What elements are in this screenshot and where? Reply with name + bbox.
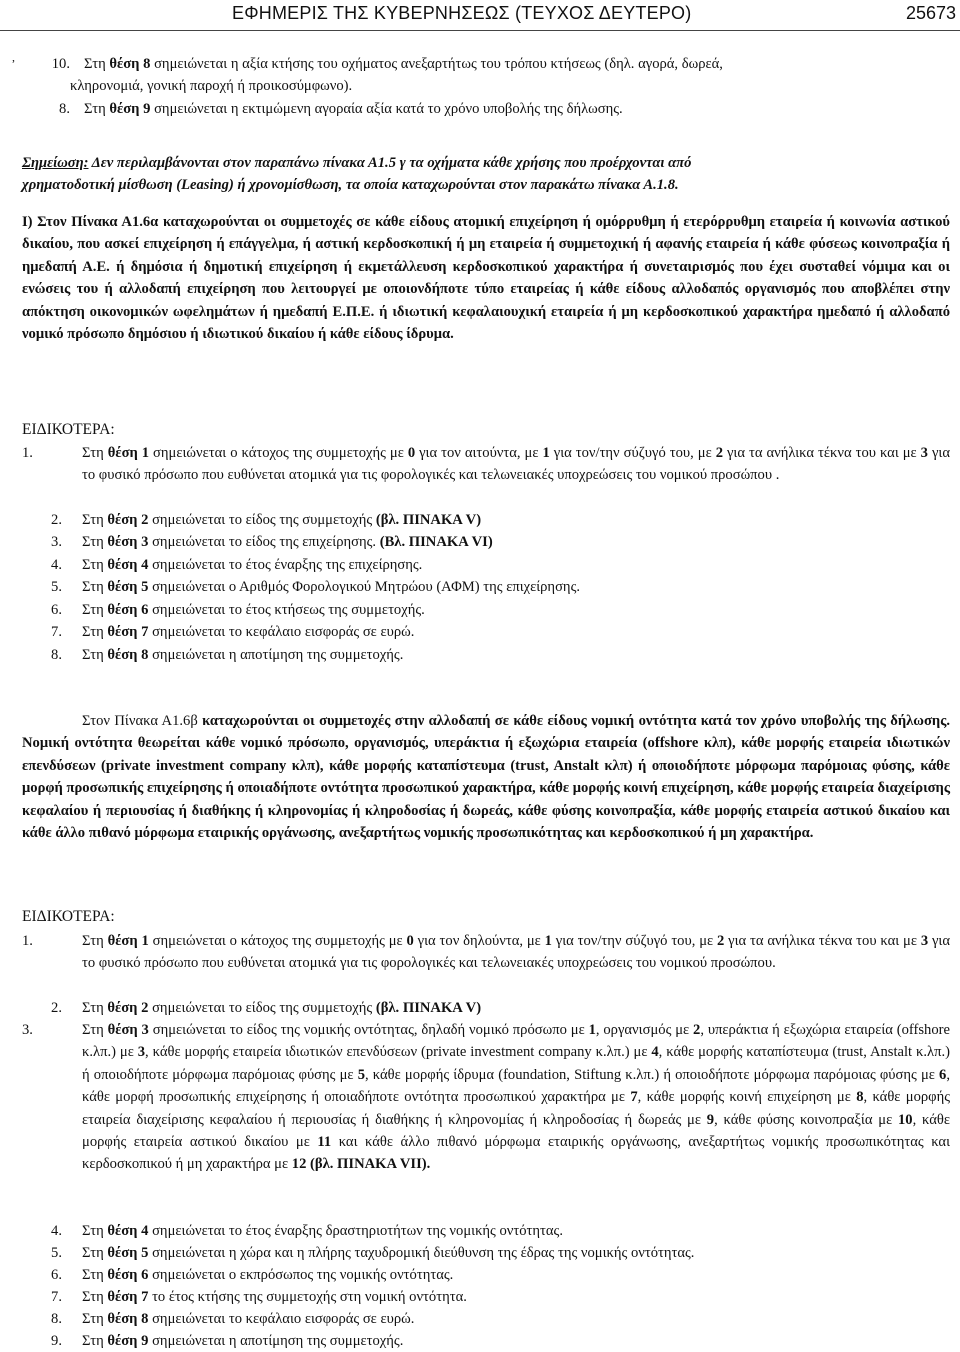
item-text	[82, 644, 950, 666]
text-run: το έτος κτήσης της συμμετοχής στη νομική οντότητα.	[148, 1289, 467, 1305]
position-label: θέση 1	[107, 933, 149, 949]
item-text	[82, 1308, 950, 1330]
position-label: θέση 8	[109, 56, 151, 72]
value: 8	[856, 1089, 864, 1106]
text-run: σημειώνεται το έτος έναρξης δραστηριοτήτων της νομικής οντότητας.	[148, 1223, 563, 1239]
position-label: θέση 6	[107, 1267, 149, 1283]
text-run: σημειώνεται το είδος της συμμετοχής	[148, 512, 376, 528]
item-text	[82, 1286, 950, 1308]
item-text	[82, 1220, 950, 1242]
table-reference: (βλ. ΠΙΝΑΚΑ V)	[375, 1000, 482, 1016]
position-label: θέση 8	[107, 1311, 149, 1327]
value: 4	[651, 1044, 659, 1061]
item-number: 2.	[51, 512, 62, 528]
item-text	[82, 442, 950, 487]
text-run: , κάθε μορφής εταιρεία διαχείρισης κεφαλαίου ή περιουσίας ή διαθήκης ή κληρονομίας ή κληροδοσίας ή δωρεάς με	[82, 1089, 950, 1128]
text-run: για τον/την σύζυγό του, με	[549, 445, 716, 461]
item-number: 3.	[51, 534, 62, 550]
value: 0	[406, 933, 414, 949]
item-number: 3.	[22, 1022, 33, 1038]
value: 2	[715, 445, 723, 461]
item-text	[70, 53, 950, 98]
position-label: θέση 3	[107, 534, 149, 550]
text-run: κληρονομιά, γονική παροχή ή προικοσύμφωνο).	[70, 78, 353, 95]
item-number: 10.	[51, 56, 70, 72]
text-run: Στη	[82, 647, 108, 663]
position-label: θέση 7	[107, 1289, 149, 1305]
text-run: σημειώνεται η εκτιμώμενη αγοραία αξία κατά το χρόνο υποβολής της δήλωσης.	[150, 101, 623, 117]
text-run: σημειώνεται το είδος της επιχείρησης.	[148, 534, 380, 550]
text-run: Στη	[82, 1333, 108, 1349]
value: 12	[291, 1156, 307, 1173]
table-reference: (Βλ. ΠΙΝΑΚΑ VI)	[379, 534, 493, 550]
text-run: Στη	[82, 1022, 108, 1038]
item-number: 1.	[22, 445, 33, 461]
text-run: για τα ανήλικα τέκνα του και με	[724, 933, 921, 949]
item-number: 4.	[51, 1223, 62, 1239]
text-run: σημειώνεται η χώρα και η πλήρης ταχυδρομική διεύθυνση της έδρας της νομικής οντότητας.	[148, 1245, 695, 1261]
item-text	[82, 509, 950, 531]
note-text: χρηματοδοτική μίσθωση (Leasing) ή χρονομίσθωση, τα οποία καταχωρούνται στον παρακάτω πίνακα Α.1.8.	[22, 177, 679, 194]
text-run: Στη	[82, 624, 108, 640]
item-text	[82, 599, 950, 621]
value: 5	[357, 1066, 365, 1083]
item-number: 8.	[59, 101, 70, 117]
position-label: θέση 6	[107, 602, 149, 618]
text-run: για το φυσικό πρόσωπο που ευθύνεται ατομικά για τις φορολογικές και τελωνειακές υποχρεώσεις του νομικού προσώπου.	[82, 933, 950, 972]
text-run: Στη	[82, 1267, 108, 1283]
text-run: για τα ανήλικα τέκνα του και με	[722, 445, 921, 461]
position-label: θέση 9	[107, 1333, 149, 1349]
item-number: 7.	[51, 624, 62, 640]
text-run: Στη	[84, 56, 110, 72]
text-run: , κάθε φύσης κοινοπραξία με	[714, 1111, 898, 1128]
section-a-lead: Ι) Στον Πίνακα Α1.6α	[22, 214, 159, 230]
section-a-paragraph	[22, 211, 950, 345]
text-run: σημειώνεται η αποτίμηση της συμμετοχής.	[148, 1333, 404, 1349]
text-run: σημειώνεται ο κάτοχος της συμμετοχής με	[149, 445, 408, 461]
text-run: , κάθε μορφή προσωπικής επιχείρησης ή οποιαδήποτε οντότητα προσωπικού χαρακτήρα με	[82, 1066, 950, 1106]
text-run: , οργανισμός με	[595, 1022, 694, 1038]
item-number: 1.	[22, 933, 33, 949]
item-text	[82, 1330, 950, 1352]
text-run: σημειώνεται ο Αριθμός Φορολογικού Μητρώου (ΑΦΜ) της επιχείρησης.	[148, 579, 580, 595]
page-number: 25673	[905, 3, 956, 23]
position-label: θέση 2	[107, 1000, 149, 1016]
text-run: σημειώνεται ο εκπρόσωπος της νομικής οντότητας.	[148, 1267, 454, 1283]
item-number: 4.	[51, 557, 62, 573]
item-number: 8.	[51, 1311, 62, 1327]
text-run: σημειώνεται η αξία κτήσης του οχήματος ανεξαρτήτως του τρόπου κτήσεως (δηλ. αγορά, δωρεά,	[150, 56, 723, 72]
item-number: 7.	[51, 1289, 62, 1305]
text-run: Στη	[82, 1311, 108, 1327]
item-text	[82, 1019, 950, 1176]
value: 11	[317, 1134, 332, 1151]
note-text: Δεν περιλαμβάνονται στον παραπάνω πίνακα Α1.5 γ τα οχήματα κάθε χρήσης που προέρχονται από	[88, 155, 692, 171]
text-run: για τον αιτούντα, με	[415, 445, 543, 461]
text-run: , κάθε μορφής κοινή επιχείρηση με	[637, 1089, 857, 1106]
text-run: Στη	[82, 1000, 108, 1016]
value: 3	[920, 933, 929, 949]
text-run: , κάθε μορφής εταιρεία ιδιωτικών επενδύσεων (private investment company κ.λπ.) με	[145, 1044, 652, 1061]
text-run: σημειώνεται το κεφάλαιο εισφοράς σε ευρώ.	[148, 1311, 415, 1327]
margin-mark: ,	[12, 50, 15, 64]
note-label: Σημείωση:	[22, 155, 89, 171]
item-number: 6.	[51, 1267, 62, 1283]
value: 2	[693, 1022, 701, 1038]
text-run: Στη	[82, 1245, 108, 1261]
value: 9	[706, 1111, 715, 1128]
text-run: σημειώνεται ο κάτοχος της συμμετοχής με	[148, 933, 407, 949]
position-label: θέση 8	[107, 647, 149, 663]
item-text	[82, 576, 950, 598]
value: 6	[939, 1066, 947, 1083]
item-number: 5.	[51, 1245, 62, 1261]
item-text	[82, 930, 950, 975]
value: 1	[588, 1022, 596, 1038]
text-run: σημειώνεται το κεφάλαιο εισφοράς σε ευρώ.	[148, 624, 415, 640]
text-run: για τον δηλούντα, με	[413, 933, 545, 949]
value: 0	[407, 445, 416, 461]
section-a-heading: ΕΙΔΙΚΟΤΕΡΑ:	[22, 421, 115, 438]
text-run: Στη	[82, 1223, 108, 1239]
value: 2	[716, 933, 725, 949]
table-reference: (βλ. ΠΙΝΑΚΑ V)	[375, 512, 482, 528]
text-run: σημειώνεται το είδος της συμμετοχής	[148, 1000, 376, 1016]
section-b-text: καταχωρούνται οι συμμετοχές στην αλλοδαπή σε κάθε είδους νομική οντότητα κατά τον χρόνο υποβολής της δήλωσης.	[197, 713, 950, 729]
text-run: Στη	[82, 602, 108, 618]
value: 7	[630, 1089, 638, 1106]
position-label: θέση 4	[107, 1223, 149, 1239]
table-reference: (βλ. ΠΙΝΑΚΑ VII).	[306, 1156, 431, 1173]
item-text	[82, 554, 950, 576]
section-b-heading: ΕΙΔΙΚΟΤΕΡΑ:	[22, 908, 115, 925]
value: 3	[137, 1044, 146, 1061]
text-run: Στη	[82, 933, 108, 949]
text-run: Στη	[82, 579, 108, 595]
text-run: Στη	[82, 445, 108, 461]
section-a-text: καταχωρούνται οι συμμετοχές σε κάθε είδους ατομική επιχείρηση ή ομόρρυθμη ή ετερόρρυθμη εταιρεία ή κοινωνία αστικού δικαίου, που ασκεί επιχείρηση ή επάγγελμα, ή αστική κερδοσκοπική ή μη εταιρεία ή συμμετοχική ή αφανής εταιρεία ή κάθε φύσεως κοινοπραξία ή ημεδαπή Α.Ε. ή δημόσια ή δημοτική επιχείρηση ή εκμετάλλευση κερδοσκοπικού χαρακτήρα ή συνεταιρισμός που έχει συσταθεί νόμιμα και οι ενώσεις του ή αλλοδαπή επιχείρηση που λειτουργεί με οποιονδήποτε τύπο εταιρείας ή κάθε είδους αλλοδαπός οργανισμός που αποβλέπει στην απόκτηση οικονομικών ωφελημάτων ή ημεδαπή Ε.Π.Ε. ή ιδιωτική κεφαλαιουχική εταιρεία ή μη κερδοσκοπικού χαρακτήρα ημεδαπό ή αλλοδαπό νομικό πρόσωπο δημόσιου ή ιδιωτικού δικαίου ή κάθε είδους ίδρυμα.	[22, 214, 950, 343]
gazette-title: ΕΦΗΜΕΡΙΣ ΤΗΣ ΚΥΒΕΡΝΗΣΕΩΣ (ΤΕΥΧΟΣ ΔΕΥΤΕΡΟ)	[232, 3, 692, 23]
position-label: θέση 4	[107, 557, 149, 573]
text-run: Στη	[82, 512, 108, 528]
item-text	[82, 1242, 950, 1264]
text-run: για τον/την σύζυγό του, με	[551, 933, 717, 949]
position-label: θέση 1	[107, 445, 150, 461]
item-text	[82, 621, 950, 643]
item-number: 9.	[51, 1333, 62, 1349]
position-label: θέση 3	[107, 1022, 149, 1038]
position-label: θέση 9	[109, 101, 151, 117]
text-run: Στη	[82, 1289, 108, 1305]
text-run: Στη	[82, 534, 108, 550]
section-b-list	[22, 930, 951, 1349]
text-run: , κάθε μορφής εταιρεία αστικού δικαίου με	[82, 1111, 950, 1151]
text-run: σημειώνεται η αποτίμηση της συμμετοχής.	[148, 647, 404, 663]
item-text	[82, 531, 950, 553]
item-10	[22, 53, 950, 99]
position-label: θέση 7	[107, 624, 149, 640]
text-run: , υπεράκτια ή εξωχώρια εταιρεία (offshore κ.λπ.) με	[82, 1022, 950, 1061]
section-b-lead: Στον Πίνακα Α1.6β	[82, 713, 198, 729]
text-run: για το φυσικό πρόσωπο που ευθύνεται ατομικά για τις φορολογικές και τελωνειακές υποχρεώσεις του νομικού προσώπου .	[82, 445, 950, 484]
item-number: 8.	[51, 647, 62, 663]
page-header	[0, 0, 960, 31]
position-label: θέση 5	[107, 1245, 149, 1261]
position-label: θέση 5	[107, 579, 149, 595]
item-text	[84, 98, 950, 120]
text-run: και κάθε άλλο πιθανό μόρφωμα εταιρικής οργάνωσης, ανεξαρτήτως νομικής προσωπικότητας και κερδοσκοπικού ή μη χαρακτήρα με	[82, 1134, 951, 1173]
section-b-definition: Νομική οντότητα θεωρείται κάθε νομικό πρόσωπο, οργανισμός, υπεράκτια ή εξωχώρια εταιρεία (offshore κλπ), κάθε μορφής εταιρεία ιδιωτικών επενδύσεων (private investment company κλπ), κάθε μορφής καταπίστευμα (trust, Anstalt κλπ) ή οποιοδήποτε μόρφωμα παρόμοιας φύσης, κάθε μορφή προσωπικής επιχείρησης ή οποιαδήποτε οντότητα προσωπικού χαρακτήρα, κάθε μορφής κοινή επιχείρηση, κάθε μορφής εταιρεία διαχείρισης κεφαλαίου ή περιουσίας ή διαθήκης ή κληρονομίας ή κληροδοσίας ή δωρεάς, κάθε φύσης κοινοπραξία, κάθε μορφής εταιρεία αστικού δικαίου και κάθε άλλο πιθανό μόρφωμα εταιρικής οργάνωσης, ανεξαρτήτως νομικής προσωπικότητας και κερδοσκοπικού ή μη χαρακτήρα.	[22, 735, 950, 842]
item-number: 5.	[51, 579, 62, 595]
section-a-list	[22, 442, 950, 672]
value: 1	[542, 445, 550, 461]
item-text	[82, 1264, 950, 1286]
position-label: θέση 2	[107, 512, 149, 528]
value: 3	[920, 445, 928, 461]
text-run: Στη	[82, 557, 108, 573]
item-text	[82, 997, 950, 1019]
text-run: , κάθε μορφής καταπίστευμα (trust, Anstalt κ.λπ.) ή οποιοδήποτε μόρφωμα παρόμοιας φύσης με	[82, 1044, 950, 1083]
note-block	[22, 152, 950, 197]
value: 1	[544, 933, 552, 949]
text-run: Στη	[84, 101, 110, 117]
value: 10	[897, 1111, 913, 1128]
text-run: σημειώνεται το έτος έναρξης της επιχείρησης.	[148, 557, 423, 573]
item-number: 2.	[51, 1000, 62, 1016]
text-run: σημειώνεται το είδος της νομικής οντότητας, δηλαδή νομικό πρόσωπο με	[148, 1022, 589, 1038]
section-b-paragraph	[22, 710, 950, 844]
item-number: 6.	[51, 602, 62, 618]
text-run: , κάθε μορφής ίδρυμα (foundation, Stiftung κ.λπ.) ή οποιοδήποτε μόρφωμα παρόμοιας φύσης με	[364, 1066, 940, 1083]
text-run: σημειώνεται το έτος κτήσεως της συμμετοχής.	[148, 602, 425, 618]
